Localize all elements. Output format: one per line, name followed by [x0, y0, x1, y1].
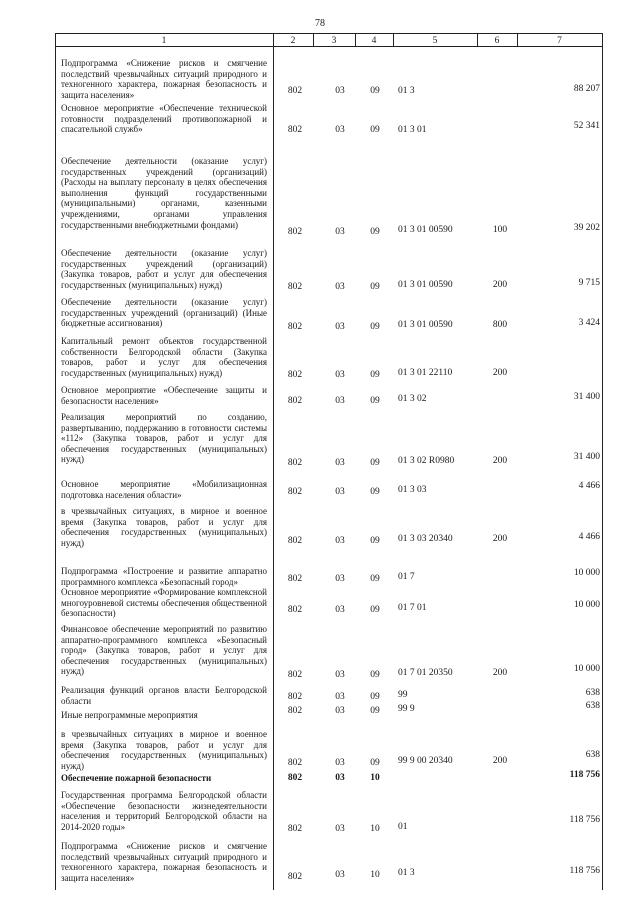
row-target-article: 01 3 01 [398, 125, 427, 135]
row-admin-code: 802 [287, 282, 303, 292]
row-amount: 118 756 [569, 866, 600, 876]
row-section: 03 [335, 706, 345, 716]
row-amount: 31 400 [573, 452, 600, 462]
row-subsection: 10 [370, 773, 380, 783]
header-cell-6: 6 [477, 33, 517, 47]
row-target-article: 01 3 01 00590 [398, 225, 453, 235]
row-expense-type: 200 [492, 456, 508, 466]
row-section: 03 [335, 536, 345, 546]
row-section: 03 [335, 86, 345, 96]
table-column-divider [273, 47, 274, 890]
row-amount: 10 000 [573, 568, 600, 578]
row-amount: 4 466 [578, 481, 600, 491]
row-expense-type: 200 [492, 668, 508, 678]
row-amount: 638 [585, 701, 600, 711]
row-section: 03 [335, 670, 345, 680]
row-subsection: 09 [370, 86, 380, 96]
row-subsection: 09 [370, 458, 380, 468]
row-subsection: 09 [370, 370, 380, 380]
row-expense-type: 200 [492, 280, 508, 290]
row-amount: 88 207 [573, 84, 600, 94]
header-divider [55, 33, 56, 47]
row-admin-code: 802 [287, 487, 303, 497]
row-admin-code: 802 [287, 458, 303, 468]
row-subsection: 09 [370, 574, 380, 584]
page-number: 78 [315, 18, 325, 29]
row-subsection: 09 [370, 758, 380, 768]
row-target-article: 01 3 01 00590 [398, 320, 453, 330]
row-section: 03 [335, 758, 345, 768]
row-description: Подпрограмма «Снижение рисков и смягчение последствий чрезвычайных ситуаций природного и техногенного характера, пожарная безопасность и защита населения» [61, 841, 270, 883]
row-subsection: 09 [370, 322, 380, 332]
row-subsection: 09 [370, 670, 380, 680]
row-expense-type: 800 [492, 320, 508, 330]
row-section: 03 [335, 125, 345, 135]
row-description: Основное мероприятие «Обеспечение защиты и безопасности населения» [61, 385, 270, 406]
header-cell-2: 2 [273, 33, 313, 47]
row-description: Основное мероприятие «Мобилизационная подготовка населения области» [61, 479, 270, 500]
row-description: Иные непрограммные мероприятия [61, 710, 198, 720]
row-amount: 4 466 [578, 532, 600, 542]
header-cell-3: 3 [313, 33, 355, 47]
row-expense-type: 200 [492, 368, 508, 378]
row-description: Реализация функций органов власти Белгородской области [61, 685, 270, 706]
row-section: 03 [335, 227, 345, 237]
row-section: 03 [335, 458, 345, 468]
row-description: в чрезвычайных ситуациях в мирное и военное время (Закупка товаров, работ и услуг для обеспечения государственных (муниципальных) нужд) [61, 729, 270, 771]
row-target-article: 01 3 01 22110 [398, 368, 453, 378]
header-divider [273, 33, 274, 47]
row-target-article: 01 7 [398, 572, 415, 582]
row-expense-type: 200 [492, 756, 508, 766]
row-target-article: 01 3 02 R0980 [398, 456, 455, 466]
row-target-article: 01 3 [398, 86, 415, 96]
row-section: 03 [335, 870, 345, 880]
row-amount: 52 341 [573, 121, 600, 131]
header-cell-4: 4 [355, 33, 393, 47]
table-right-border [602, 47, 603, 890]
row-target-article: 01 3 01 00590 [398, 280, 453, 290]
row-amount: 9 715 [578, 278, 600, 288]
row-section: 03 [335, 824, 345, 834]
row-section: 03 [335, 692, 345, 702]
row-target-article: 01 7 01 [398, 603, 427, 613]
row-section: 03 [335, 370, 345, 380]
row-amount: 10 000 [573, 664, 600, 674]
row-amount: 638 [585, 688, 600, 698]
row-description: Основное мероприятие «Обеспечение технической готовности подразделений противопожарной и спасательной служб» [61, 103, 270, 135]
row-subsection: 09 [370, 605, 380, 615]
row-admin-code: 802 [287, 370, 303, 380]
row-target-article: 01 7 01 20350 [398, 668, 453, 678]
row-subsection: 10 [370, 824, 380, 834]
row-description: Обеспечение деятельности (оказание услуг) государственных учреждений (организаций) (Расходы на выплату персоналу в целях обеспечения выполнения функций государственными (муниципальными) органами, казенными учреждениями, органами управления государственными внебюджетными фондами) [61, 156, 270, 230]
row-subsection: 09 [370, 692, 380, 702]
row-subsection: 09 [370, 125, 380, 135]
row-amount: 118 756 [569, 770, 600, 780]
row-amount: 638 [585, 750, 600, 760]
header-divider [477, 33, 478, 47]
row-admin-code: 802 [287, 758, 303, 768]
row-section: 03 [335, 773, 345, 783]
row-description: Обеспечение деятельности (оказание услуг) государственных учреждений (организаций) (Иные бюджетные ассигнования) [61, 297, 270, 329]
row-expense-type: 200 [492, 534, 508, 544]
row-amount: 118 756 [569, 815, 600, 825]
header-cell-7: 7 [517, 33, 602, 47]
row-description: Подпрограмма «Построение и развитие аппаратно программного комплекса «Безопасный город» [61, 566, 270, 587]
table-left-border [55, 47, 56, 890]
row-section: 03 [335, 322, 345, 332]
row-admin-code: 802 [287, 605, 303, 615]
header-divider [602, 33, 603, 47]
header-divider [393, 33, 394, 47]
row-expense-type: 100 [492, 225, 508, 235]
row-description: Государственная программа Белгородской области «Обеспечение безопасности жизнедеятельности населения и территорий Белгородской области на 2014-2020 годы» [61, 790, 270, 832]
row-section: 03 [335, 282, 345, 292]
row-target-article: 99 9 00 20340 [398, 756, 453, 766]
row-description: Основное мероприятие «Формирование комплексной многоуровневой системы обеспечения общественной безопасности) [61, 587, 270, 619]
row-description: Обеспечение деятельности (оказание услуг) государственных учреждений (организаций) (Закупка товаров, работ и услуг для обеспечения государственных (муниципальных) нужд) [61, 248, 270, 290]
row-target-article: 99 9 [398, 704, 415, 714]
header-divider [355, 33, 356, 47]
header-cell-5: 5 [393, 33, 477, 47]
row-admin-code: 802 [287, 396, 303, 406]
row-section: 03 [335, 396, 345, 406]
row-amount: 31 400 [573, 392, 600, 402]
row-description: Обеспечение пожарной безопасности [61, 773, 212, 783]
row-description: в чрезвычайных ситуациях, в мирное и военное время (Закупка товаров, работ и услуг для обеспечения государственных (муниципальных) нужд) [61, 506, 270, 548]
row-admin-code: 802 [287, 536, 303, 546]
row-target-article: 01 [398, 822, 408, 832]
row-target-article: 01 3 [398, 868, 415, 878]
row-section: 03 [335, 605, 345, 615]
row-subsection: 09 [370, 536, 380, 546]
row-section: 03 [335, 574, 345, 584]
row-target-article: 01 3 03 [398, 485, 427, 495]
row-admin-code: 802 [287, 692, 303, 702]
row-subsection: 09 [370, 282, 380, 292]
row-admin-code: 802 [287, 872, 303, 882]
row-target-article: 01 3 02 [398, 394, 427, 404]
row-description: Реализация мероприятий по созданию, развертыванию, поддержанию в готовности системы «112» (Закупка товаров, работ и услуг для обеспечения государственных (муниципальных) нужд) [61, 412, 270, 465]
row-admin-code: 802 [287, 670, 303, 680]
row-description: Финансовое обеспечение мероприятий по развитию аппаратно-программного комплекса «Безопасный город» (Закупка товаров, работ и услуг для обеспечения государственных (муниципальных) нужд) [61, 624, 270, 677]
row-subsection: 09 [370, 396, 380, 406]
row-amount: 10 000 [573, 600, 600, 610]
header-divider [517, 33, 518, 47]
row-amount: 3 424 [578, 318, 600, 328]
row-admin-code: 802 [287, 773, 303, 783]
row-admin-code: 802 [287, 706, 303, 716]
row-admin-code: 802 [287, 227, 303, 237]
row-target-article: 99 [398, 690, 408, 700]
header-divider [313, 33, 314, 47]
row-amount: 39 202 [573, 223, 600, 233]
row-subsection: 09 [370, 227, 380, 237]
row-subsection: 09 [370, 706, 380, 716]
row-admin-code: 802 [287, 322, 303, 332]
row-admin-code: 802 [287, 125, 303, 135]
row-subsection: 09 [370, 487, 380, 497]
row-admin-code: 802 [287, 824, 303, 834]
row-description: Подпрограмма «Снижение рисков и смягчение последствий чрезвычайных ситуаций природного и техногенного характера, пожарная безопасность и защита населения» [61, 58, 270, 100]
row-description: Капитальный ремонт объектов государственной собственности Белгородской области (Закупка товаров, работ и услуг для обеспечения государственных (муниципальных) нужд) [61, 336, 270, 378]
row-admin-code: 802 [287, 574, 303, 584]
header-cell-1: 1 [55, 33, 273, 47]
row-admin-code: 802 [287, 86, 303, 96]
row-target-article: 01 3 03 20340 [398, 534, 453, 544]
row-subsection: 10 [370, 870, 380, 880]
row-section: 03 [335, 487, 345, 497]
